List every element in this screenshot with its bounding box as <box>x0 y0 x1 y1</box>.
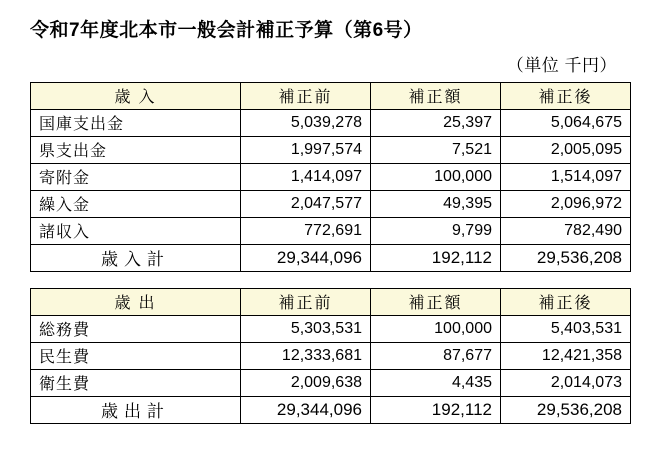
table-row <box>31 136 631 163</box>
cell-before: 5,303,531 <box>241 315 371 342</box>
row-label: 繰入金 <box>31 190 241 217</box>
page-title: 令和7年度北本市一般会計補正予算（第6号） <box>30 20 423 41</box>
cell-after: 2,096,972 <box>501 190 631 217</box>
cell-after: 5,064,675 <box>501 109 631 136</box>
row-label: 国庫支出金 <box>31 109 241 136</box>
total-before: 29,344,096 <box>241 396 371 423</box>
cell-before: 1,997,574 <box>241 136 371 163</box>
column-header-category: 歳入 <box>31 82 241 109</box>
row-label: 寄附金 <box>31 163 241 190</box>
cell-after: 782,490 <box>501 217 631 244</box>
total-amount: 192,112 <box>371 396 501 423</box>
cell-amount: 100,000 <box>371 163 501 190</box>
row-label: 衛生費 <box>31 369 241 396</box>
table-row <box>31 163 631 190</box>
column-header-amount: 補正額 <box>371 82 501 109</box>
unit-note: （単位 千円） <box>506 55 617 75</box>
revenue-table <box>30 82 631 272</box>
table-row <box>31 109 631 136</box>
cell-after: 2,014,073 <box>501 369 631 396</box>
table-row <box>31 369 631 396</box>
cell-amount: 25,397 <box>371 109 501 136</box>
cell-after: 1,514,097 <box>501 163 631 190</box>
table-header-row <box>31 288 631 315</box>
row-label: 総務費 <box>31 315 241 342</box>
cell-after: 5,403,531 <box>501 315 631 342</box>
row-label: 諸収入 <box>31 217 241 244</box>
cell-before: 2,047,577 <box>241 190 371 217</box>
cell-after: 2,005,095 <box>501 136 631 163</box>
cell-before: 5,039,278 <box>241 109 371 136</box>
total-after: 29,536,208 <box>501 396 631 423</box>
total-label: 歳出計 <box>31 396 241 423</box>
column-header-before: 補正前 <box>241 288 371 315</box>
total-label: 歳入計 <box>31 244 241 271</box>
total-after: 29,536,208 <box>501 244 631 271</box>
cell-before: 1,414,097 <box>241 163 371 190</box>
table-row <box>31 190 631 217</box>
table-row <box>31 315 631 342</box>
cell-amount: 9,799 <box>371 217 501 244</box>
column-header-amount: 補正額 <box>371 288 501 315</box>
table-total-row <box>31 396 631 423</box>
cell-amount: 7,521 <box>371 136 501 163</box>
cell-before: 772,691 <box>241 217 371 244</box>
cell-amount: 4,435 <box>371 369 501 396</box>
cell-amount: 87,677 <box>371 342 501 369</box>
cell-amount: 49,395 <box>371 190 501 217</box>
cell-after: 12,421,358 <box>501 342 631 369</box>
table-header-row <box>31 82 631 109</box>
column-header-category: 歳出 <box>31 288 241 315</box>
total-before: 29,344,096 <box>241 244 371 271</box>
column-header-after: 補正後 <box>501 82 631 109</box>
column-header-before: 補正前 <box>241 82 371 109</box>
table-row <box>31 342 631 369</box>
expenditure-table <box>30 288 631 424</box>
row-label: 県支出金 <box>31 136 241 163</box>
cell-before: 2,009,638 <box>241 369 371 396</box>
row-label: 民生費 <box>31 342 241 369</box>
cell-before: 12,333,681 <box>241 342 371 369</box>
total-amount: 192,112 <box>371 244 501 271</box>
column-header-after: 補正後 <box>501 288 631 315</box>
table-row <box>31 217 631 244</box>
table-total-row <box>31 244 631 271</box>
cell-amount: 100,000 <box>371 315 501 342</box>
